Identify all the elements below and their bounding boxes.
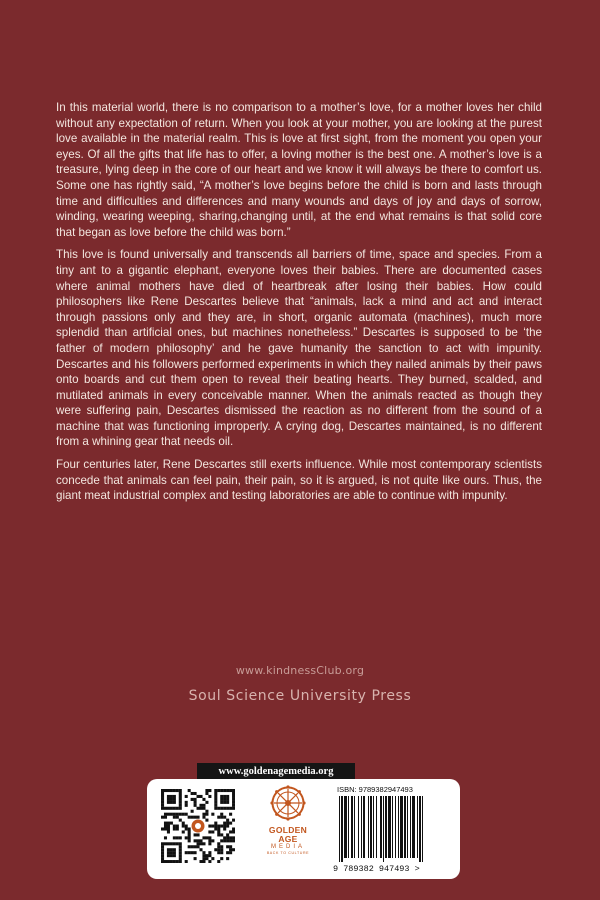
blurb-paragraph-2: This love is found universally and transcends all barriers of time, space and species. From a tiny ant to a gigantic elephant, everyone loves their babies. There are documented cases where animal mothers have died of heartbreak after losing their babies. How could philosophers like Rene Descartes believe that “animals, lack a mind and act and interact through passions only and they are, in short, organic automata (machines), much more splendid than artificial ones, but machines nonetheless.” Descartes is supposed to be ‘the father of modern philosophy’ and he gave humanity the sanction to act with impunity. Descartes and his followers performed experiments in which they nailed animals by their paws onto boards and cut them open to reveal their beating hearts. They burned, scalded, and mutilated animals in every conceivable manner. When the animals reacted as though they were suffering pain, Descartes dismissed the reaction as no different from the sound of a machine that was functioning improperly. A crying dog, Descartes maintained, is no different from a whining gear that needs oil. — [56, 248, 542, 449]
barcode-icon — [337, 796, 449, 864]
isbn-label: ISBN: 9789382947493 — [337, 785, 413, 794]
qr-code-icon — [161, 789, 235, 863]
logo-name: GOLDEN AGE — [268, 825, 308, 844]
press-name: Soul Science University Press — [188, 688, 412, 704]
blurb-paragraph-1: In this material world, there is no comparison to a mother’s love, for a mother loves her child without any expectation of return. When you look at your mother, you are looking at the purest love available in the material realm. This is love at first sight, from the moment you open your eyes. Of all the gifts that life has to offer, a loving mother is the best one. A mother’s love is a treasure, lying deep in the core of our heart and we know it will always be there to comfort us. Some one has rightly said, “A mother’s love begins before the child is born and lasts through time and difficulties and differences and many wounds and days of joy and days of sorrow, winding, wearing weeping, sharing,changing until, at the end what remains is that solid core that began as love before the child was born.” — [56, 101, 542, 239]
isbn-digits: 9 789382 947493 > — [333, 864, 420, 874]
back-cover-blurb — [56, 100, 542, 511]
isbn-panel — [147, 779, 460, 879]
blurb-paragraph-3: Four centuries later, Rene Descartes still exerts influence. While most contemporary scientists concede that animals can feel pain, their pain, so it is argued, is not quite like ours. Thus, the giant meat industrial complex and testing laboratories are able to continue with impunity. — [56, 458, 542, 503]
logo-tagline: BACK TO CULTURE — [266, 851, 310, 855]
golden-age-chakra-icon — [270, 785, 306, 821]
logo-sub: MEDIA — [270, 844, 305, 850]
kindness-club-website: www.kindnessClub.org — [235, 664, 365, 677]
publisher-logo — [263, 785, 313, 856]
publisher-url-banner: www.goldenagemedia.org — [197, 763, 355, 780]
